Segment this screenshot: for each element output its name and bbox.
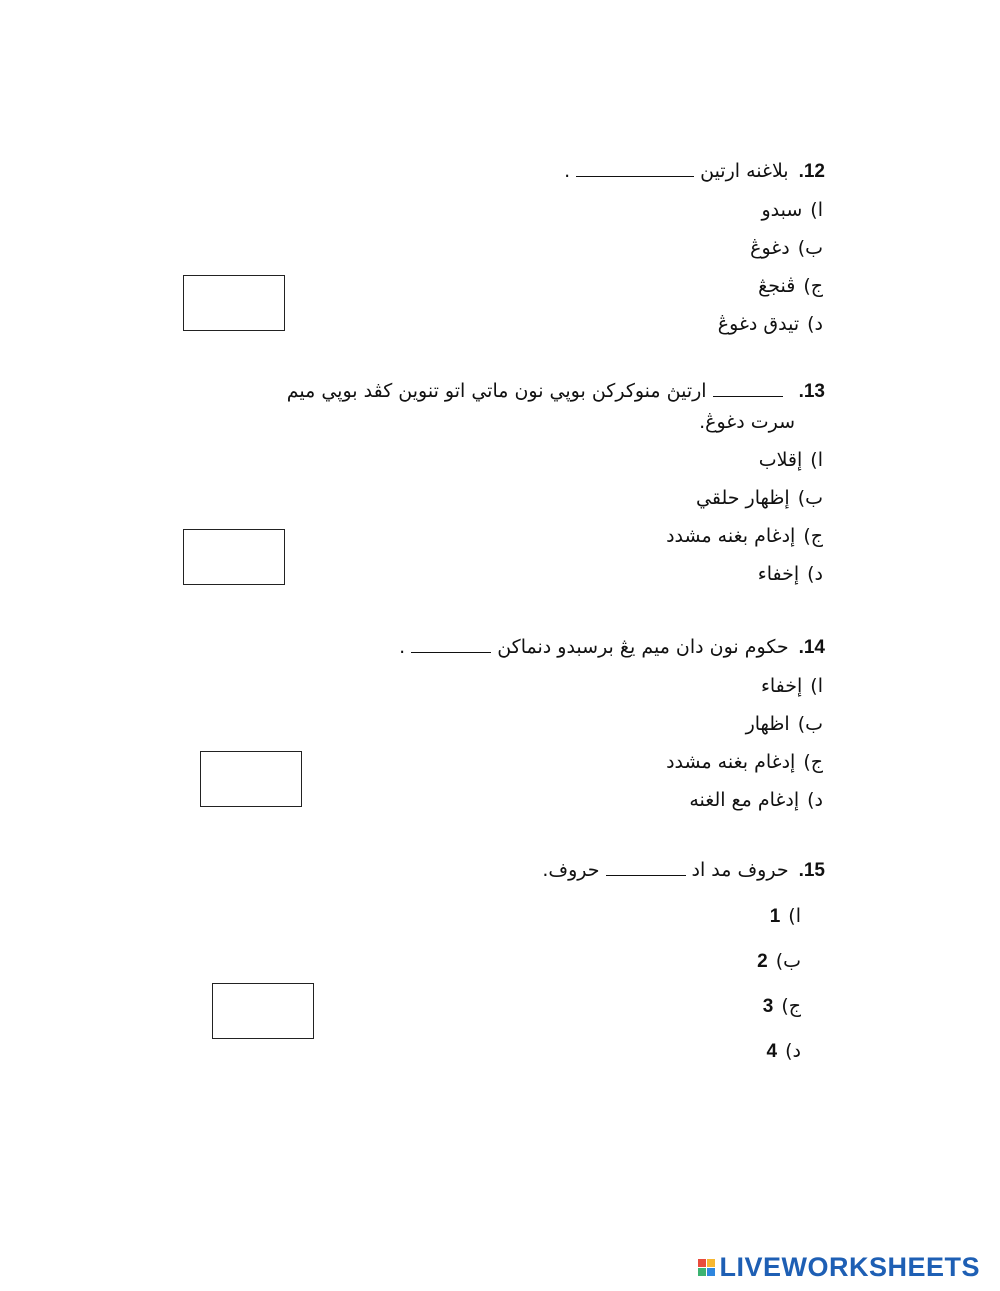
option-text: اظهار <box>745 713 790 735</box>
option-text: تيدق دغوڠ <box>717 313 800 335</box>
option-a <box>542 894 801 939</box>
option-text: 3 <box>762 996 774 1017</box>
answer-blank <box>606 874 686 876</box>
option-text: ڤنجڠ <box>758 275 796 297</box>
option-letter: ج) <box>781 995 801 1017</box>
logo-block <box>698 1268 706 1276</box>
question-number: 14. <box>798 637 825 658</box>
option-text: إدغام مع الغنه <box>689 789 800 811</box>
answer-box-12[interactable] <box>183 275 285 331</box>
question-text: حروف مد اد <box>691 859 789 881</box>
option-letter: ب) <box>775 950 801 972</box>
answer-box-15[interactable] <box>212 983 314 1039</box>
option-letter: ا) <box>810 199 823 221</box>
question-text-end: . <box>564 160 571 182</box>
option-text: سبدو <box>761 199 803 221</box>
option-b <box>287 479 823 517</box>
logo-block <box>707 1259 715 1267</box>
option-letter: د) <box>807 313 823 335</box>
question-text-end: . <box>399 636 406 658</box>
question-13-stem <box>287 376 825 407</box>
option-c <box>399 743 823 781</box>
answer-box-14[interactable] <box>200 751 302 807</box>
option-letter: ج) <box>803 751 823 773</box>
logo-block <box>707 1268 715 1276</box>
option-b <box>399 705 823 743</box>
question-text: ارتيڽ منوكركن بوڽي نون ماتي اتو تنوين كڤد بوڽي ميم <box>286 380 707 402</box>
question-13 <box>287 376 825 593</box>
question-text-end: حروف. <box>542 859 600 881</box>
option-letter: د) <box>785 1040 801 1062</box>
option-letter: ا) <box>810 675 823 697</box>
option-text: إدغام بغنه مشدد <box>666 525 796 547</box>
question-13-continuation: سرت دغوڠ. <box>699 411 795 433</box>
answer-blank <box>411 651 491 653</box>
question-12-stem <box>564 156 825 187</box>
question-number: 12. <box>798 161 825 182</box>
option-text: دغوڠ <box>750 237 790 259</box>
option-text: إخفاء <box>760 675 803 697</box>
brand-name: LIVEWORKSHEETS <box>719 1252 980 1282</box>
question-14-stem <box>399 632 825 663</box>
option-letter: ا) <box>810 449 823 471</box>
option-d <box>542 1029 801 1074</box>
option-letter: د) <box>807 789 823 811</box>
option-c <box>564 267 823 305</box>
option-text: 2 <box>757 951 768 972</box>
question-15-stem <box>542 855 825 886</box>
option-text: إظهار حلقي <box>696 487 790 509</box>
answer-blank <box>713 395 783 397</box>
question-number: 13. <box>798 381 825 402</box>
option-letter: ب) <box>797 713 823 735</box>
question-text: حكوم نون دان ميم يڠ برسبدو دنماكن <box>497 636 789 658</box>
answer-blank <box>576 175 694 177</box>
logo-blocks-icon <box>698 1259 715 1276</box>
option-text: 4 <box>766 1041 778 1062</box>
option-c <box>542 984 801 1029</box>
option-text: إقلاب <box>758 449 803 471</box>
option-a <box>399 667 823 705</box>
option-text: إخفاء <box>757 563 800 585</box>
option-a <box>287 441 823 479</box>
question-15 <box>542 855 825 1074</box>
option-letter: ج) <box>803 275 823 297</box>
option-d <box>564 305 823 343</box>
option-letter: د) <box>807 563 823 585</box>
option-text: إدغام بغنه مشدد <box>666 751 796 773</box>
option-text: 1 <box>769 906 781 927</box>
answer-box-13[interactable] <box>183 529 285 585</box>
option-letter: ا) <box>788 905 801 927</box>
option-d <box>287 555 823 593</box>
option-a <box>564 191 823 229</box>
option-b <box>542 939 801 984</box>
question-12 <box>564 156 825 343</box>
option-c <box>287 517 823 555</box>
option-letter: ج) <box>803 525 823 547</box>
option-letter: ب) <box>797 237 823 259</box>
option-b <box>564 229 823 267</box>
option-letter: ب) <box>797 487 823 509</box>
question-14 <box>399 632 825 819</box>
liveworksheets-logo <box>698 1252 980 1283</box>
logo-block <box>698 1259 706 1267</box>
question-text: بلاغنه ارتين <box>700 160 789 182</box>
option-d <box>399 781 823 819</box>
question-number: 15. <box>798 860 825 881</box>
